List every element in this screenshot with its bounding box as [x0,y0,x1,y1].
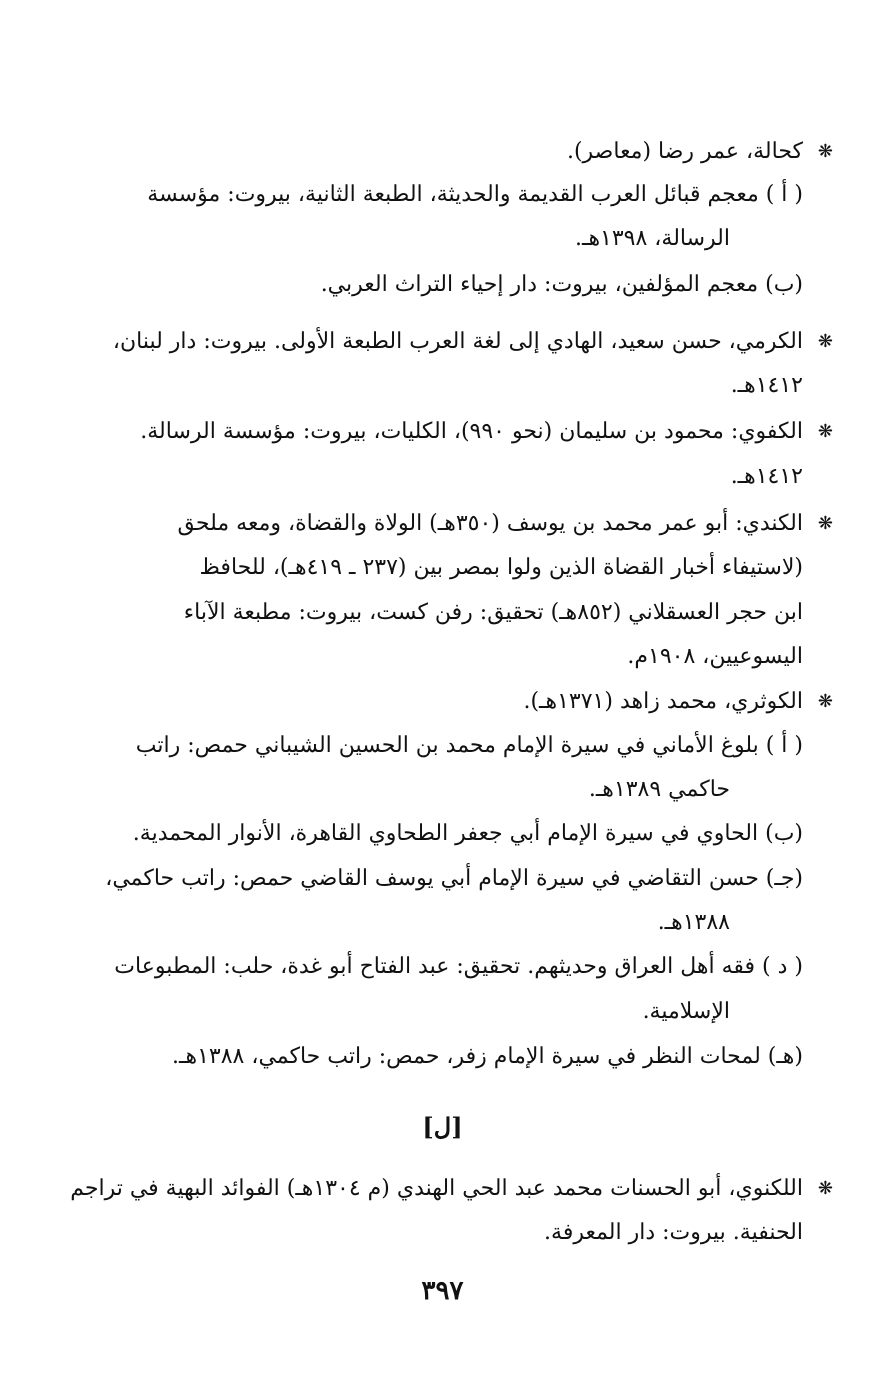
entry-line: ابن حجر العسقلاني (٨٥٢هـ) تحقيق: رفن كست، بيروت: مطبعة الآباء [183,600,803,625]
entry-line: ( د ) فقه أهل العراق وحديثهم. تحقيق: عبد الفتاح أبو غدة، حلب: المطبوعات [114,954,803,979]
entry-line: اليسوعيين، ١٩٠٨م. [627,644,803,669]
bullet-star-icon: ❋ [817,331,833,352]
entry-line: الحنفية. بيروت: دار المعرفة. [544,1220,803,1245]
entry-line: ١٤١٢هـ. [730,464,803,489]
entry-line: (هـ) لمحات النظر في سيرة الإمام زفر، حمص: راتب حاكمي، ١٣٨٨هـ. [172,1044,803,1069]
entry-line: الرسالة، ١٣٩٨هـ. [575,226,730,251]
bullet-star-icon: ❋ [817,513,833,534]
bullet-star-icon: ❋ [817,141,833,162]
entry-line: الكندي: أبو عمر محمد بن يوسف (٣٥٠هـ) الولاة والقضاة، ومعه ملحق [177,511,803,536]
entry-line: (ب) الحاوي في سيرة الإمام أبي جعفر الطحاوي القاهرة، الأنوار المحمدية. [132,821,803,846]
entry-line: كحالة، عمر رضا (معاصر). [566,139,803,164]
bullet-star-icon: ❋ [817,1178,833,1199]
entry-line: حاكمي ١٣٨٩هـ. [588,777,730,802]
entry-line: ( أ ) معجم قبائل العرب القديمة والحديثة، الطبعة الثانية، بيروت: مؤسسة [147,182,803,207]
entry-line: ١٤١٢هـ. [730,373,803,398]
entry-line: ١٣٨٨هـ. [657,910,730,935]
entry-line: (جـ) حسن التقاضي في سيرة الإمام أبي يوسف القاضي حمص: راتب حاكمي، [105,866,803,891]
page-number: ٣٩٧ [421,1276,464,1306]
entry-line: ( أ ) بلوغ الأماني في سيرة الإمام محمد بن الحسين الشيباني حمص: راتب [135,733,803,758]
section-heading: [ل] [422,1112,463,1141]
bullet-star-icon: ❋ [817,421,833,442]
entry-line: (ب) معجم المؤلفين، بيروت: دار إحياء التراث العربي. [320,272,803,297]
entry-line: (لاستيفاء أخبار القضاة الذين ولوا بمصر بين (٢٣٧ ـ ٤١٩هـ)، للحافظ [199,555,803,580]
entry-line: الكفوي: محمود بن سليمان (نحو ٩٩٠)، الكليات، بيروت: مؤسسة الرسالة. [140,419,803,444]
entry-line: الكوثري، محمد زاهد (١٣٧١هـ). [523,689,803,714]
bullet-star-icon: ❋ [817,691,833,712]
entry-line: الإسلامية. [642,999,730,1024]
entry-line: الكرمي، حسن سعيد، الهادي إلى لغة العرب الطبعة الأولى. بيروت: دار لبنان، [112,329,803,354]
entry-line: اللكنوي، أبو الحسنات محمد عبد الحي الهندي (م ١٣٠٤هـ) الفوائد البهية في تراجم [70,1176,803,1201]
